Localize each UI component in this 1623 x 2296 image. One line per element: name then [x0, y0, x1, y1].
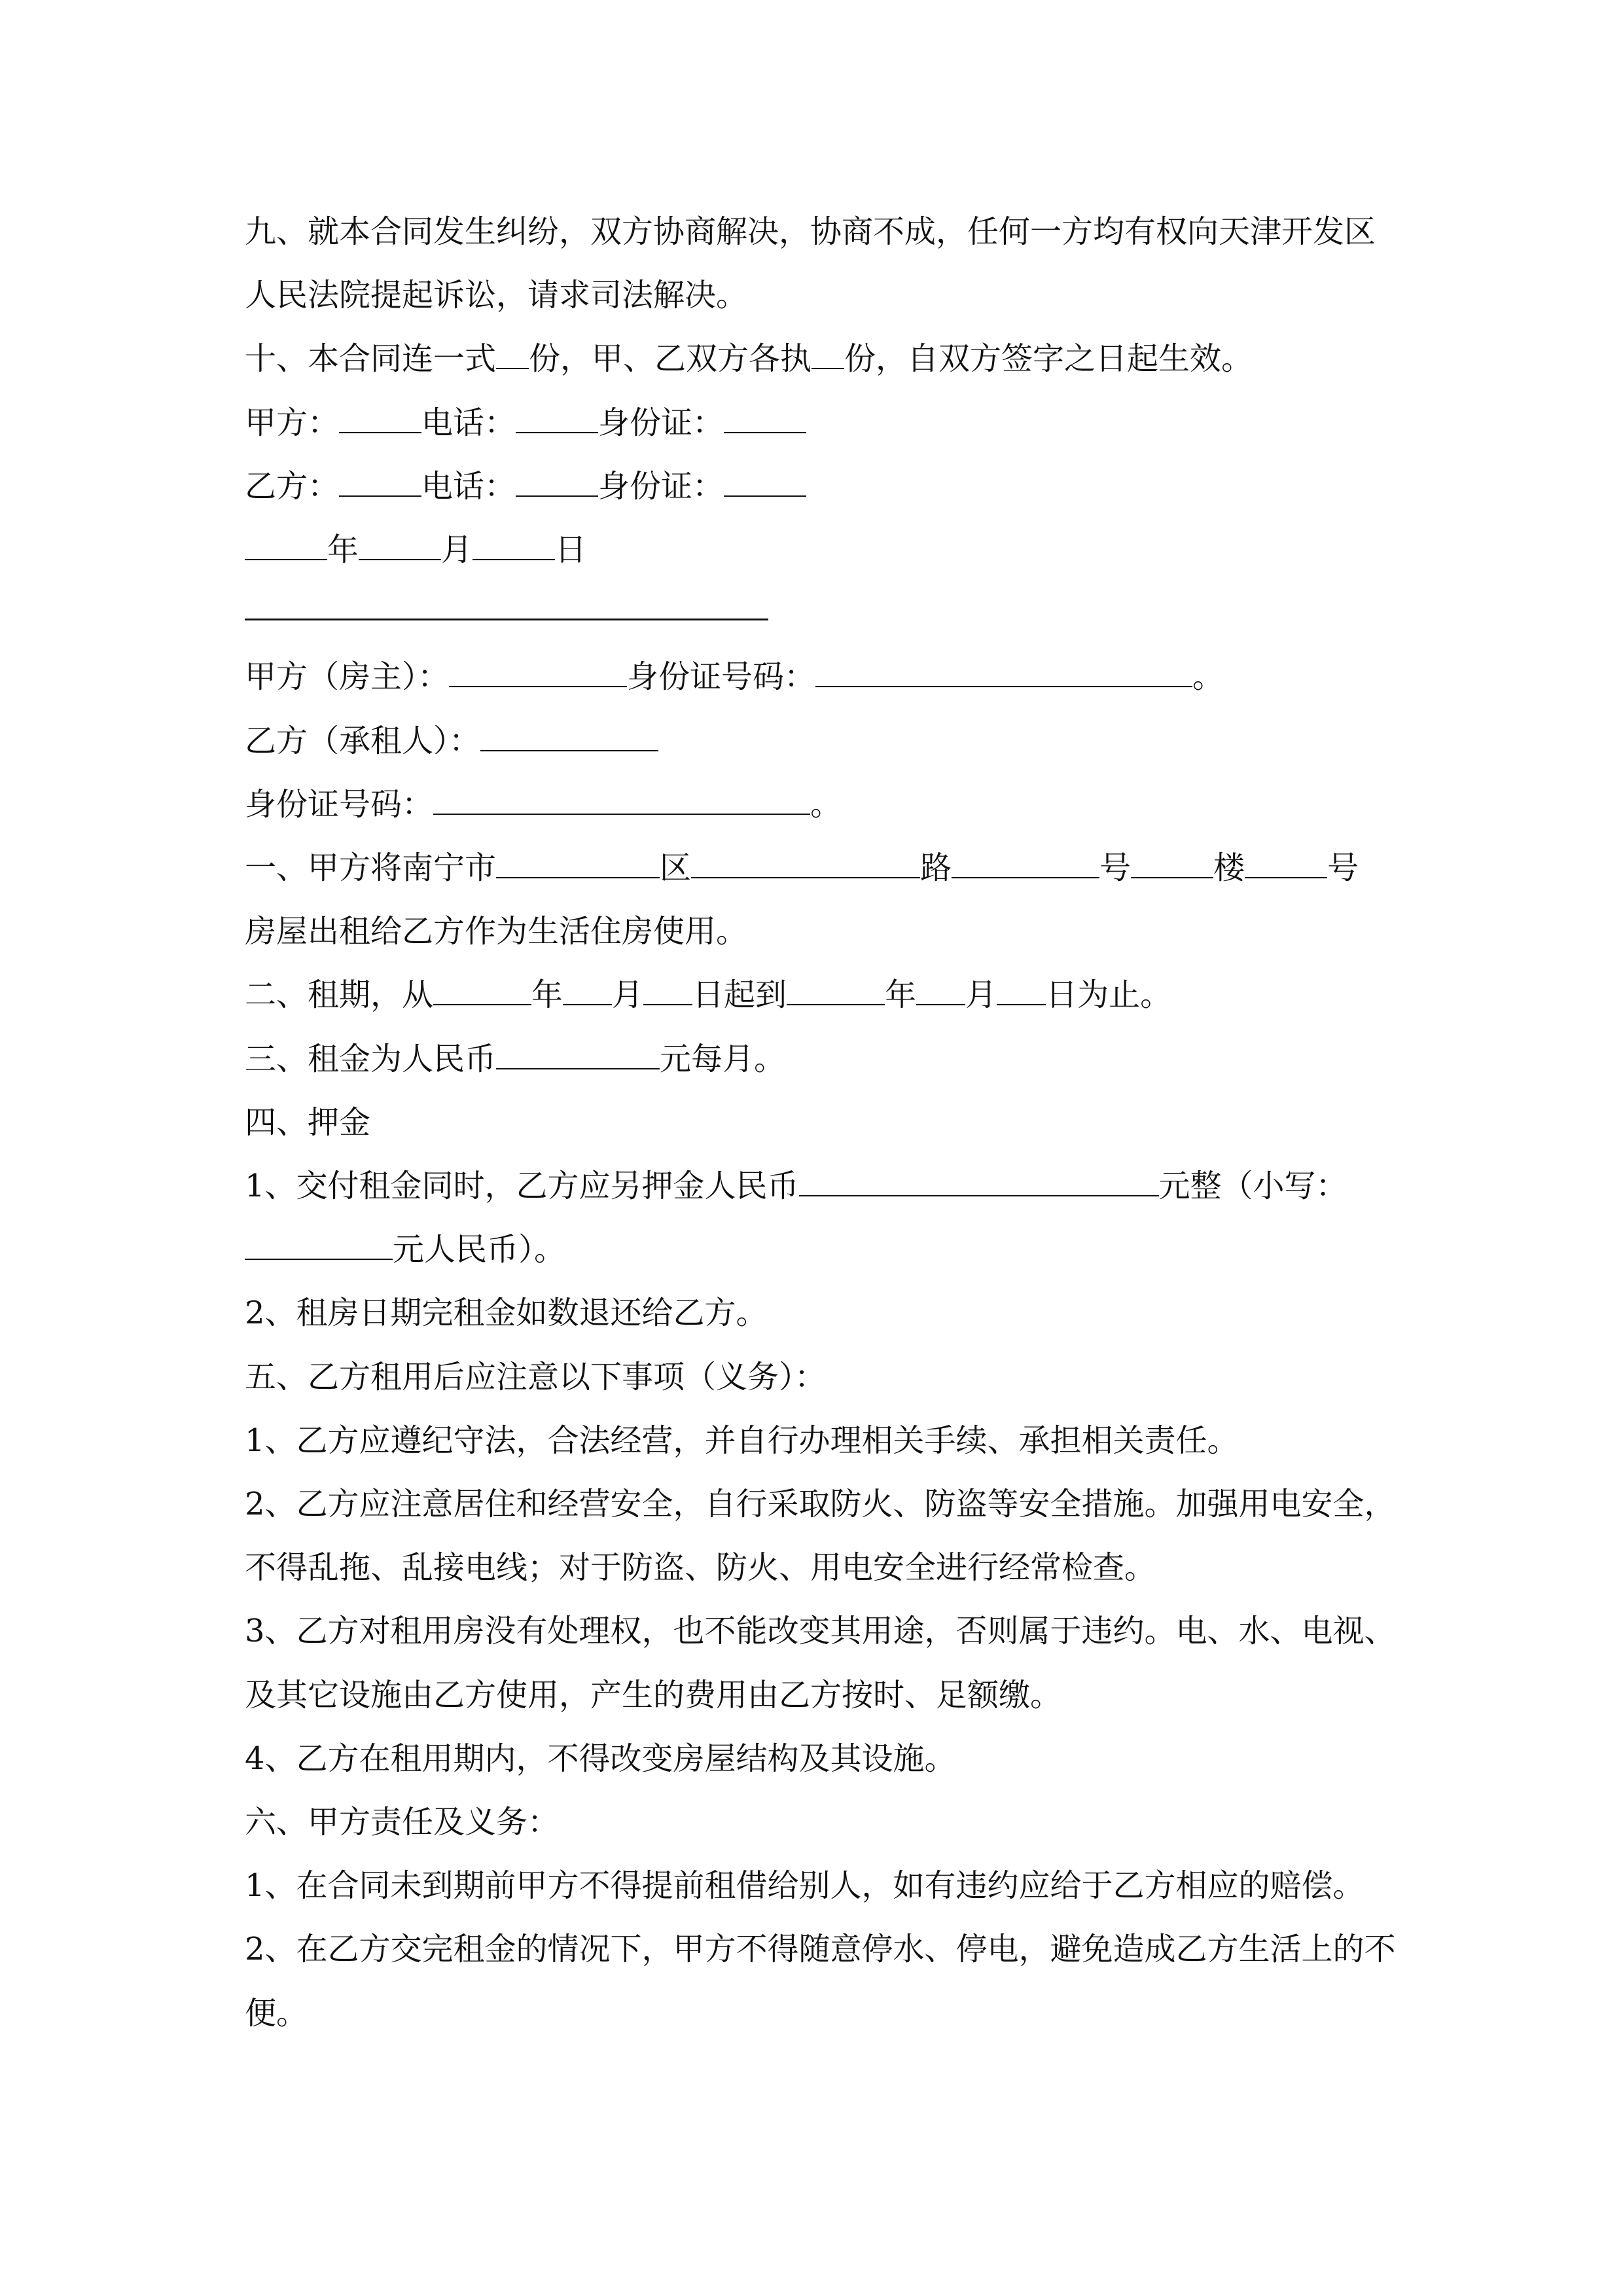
copies-each-blank [812, 342, 844, 369]
tenant-id-blank [433, 787, 810, 815]
clause-6-2: 2、在乙方交完租金的情况下，甲方不得随意停水、停电，避免造成乙方生活上的不便。 [245, 1931, 1396, 2032]
road-number-blank [952, 851, 1099, 878]
clause-1-line-1: 一、甲方将南宁市 区 路 号 楼 号 [245, 850, 1359, 887]
landlord-line: 甲方（房主）： 身份证号码： 。 [245, 658, 1224, 696]
clause-2: 二、租期，从 年 月 日起到 年 月 日为止。 [245, 977, 1172, 1014]
party-b-blank [339, 469, 421, 497]
id-a-blank [724, 406, 806, 433]
clause-4-1-line-2: 元人民币）。 [245, 1218, 1397, 1282]
date-line: 年 月 日 [245, 518, 1397, 582]
party-a-blank [339, 406, 421, 433]
clause-6-heading: 六、甲方责任及义务： [245, 1804, 560, 1841]
start-month-blank [563, 978, 612, 1005]
deposit-amount-blank [799, 1169, 1159, 1196]
building-blank [1131, 851, 1213, 878]
clause-1-line-2: 房屋出租给乙方作为生活住房使用。 [245, 913, 748, 950]
tenant-id-line: 身份证号码： 。 [245, 785, 842, 823]
end-day-blank [997, 978, 1046, 1005]
year-blank [245, 533, 327, 560]
clause-5-3: 3、乙方对租用房没有处理权，也不能改变其用途，否则属于违约。电、水、电视、及其它设施由乙方使用，产生的费用由乙方按时、足额缴。 [245, 1613, 1396, 1713]
clause-9: 九、就本合同发生纠纷，双方协商解决，协商不成，任何一方均有权向天津开发区人民法院提起诉讼，请求司法解决。 [245, 213, 1376, 314]
contract-body [245, 200, 1397, 2045]
clause-6-1: 1、在合同未到期前甲方不得提前租借给别人，如有违约应给于乙方相应的赔偿。 [245, 1867, 1364, 1905]
clause-5-1: 1、乙方应遵纪守法，合法经营，并自行办理相关手续、承担相关责任。 [245, 1422, 1239, 1459]
clause-5-heading: 五、乙方租用后应注意以下事项（义务）： [245, 1358, 827, 1395]
month-blank [359, 533, 441, 560]
end-year-blank [787, 978, 885, 1005]
landlord-id-blank [815, 660, 1192, 687]
clause-5-2: 2、乙方应注意居住和经营安全，自行采取防火、防盗等安全措施。加强用电安全，不得乱拖、乱接电线；对于防盗、防火、用电安全进行经常检查。 [245, 1486, 1396, 1587]
clause-10: 十、本合同连一式 份，甲、乙双方各执 份，自双方签字之日起生效。 [245, 340, 1253, 378]
clause-5-4: 4、乙方在租用期内，不得改变房屋结构及其设施。 [245, 1740, 956, 1777]
tenant-line: 乙方（承租人）： [245, 709, 1397, 773]
day-blank [473, 533, 555, 560]
clause-4-2: 2、租房日期完租金如数退还给乙方。 [245, 1295, 768, 1332]
start-day-blank [643, 978, 692, 1005]
id-b-blank [724, 469, 806, 497]
deposit-figure-blank [245, 1232, 393, 1260]
start-year-blank [433, 978, 531, 1005]
copies-blank [496, 342, 529, 369]
signature-line-b: 乙方： 电话： 身份证： [245, 455, 1397, 518]
landlord-name-blank [449, 660, 627, 687]
end-month-blank [916, 978, 965, 1005]
phone-b-blank [516, 469, 598, 497]
phone-a-blank [516, 406, 598, 433]
rent-amount-blank [496, 1042, 660, 1069]
separator-rule [245, 582, 768, 645]
district-blank [496, 851, 660, 878]
room-number-blank [1245, 851, 1327, 878]
clause-4-1-line-1: 1、交付租金同时，乙方应另押金人民币 元整（小写： [245, 1168, 1347, 1205]
road-blank [691, 851, 920, 878]
clause-3: 三、租金为人民币 元每月。 [245, 1040, 786, 1077]
tenant-name-blank [480, 724, 658, 751]
clause-4-heading: 四、押金 [245, 1103, 371, 1141]
signature-line-a: 甲方： 电话： 身份证： [245, 391, 1397, 455]
